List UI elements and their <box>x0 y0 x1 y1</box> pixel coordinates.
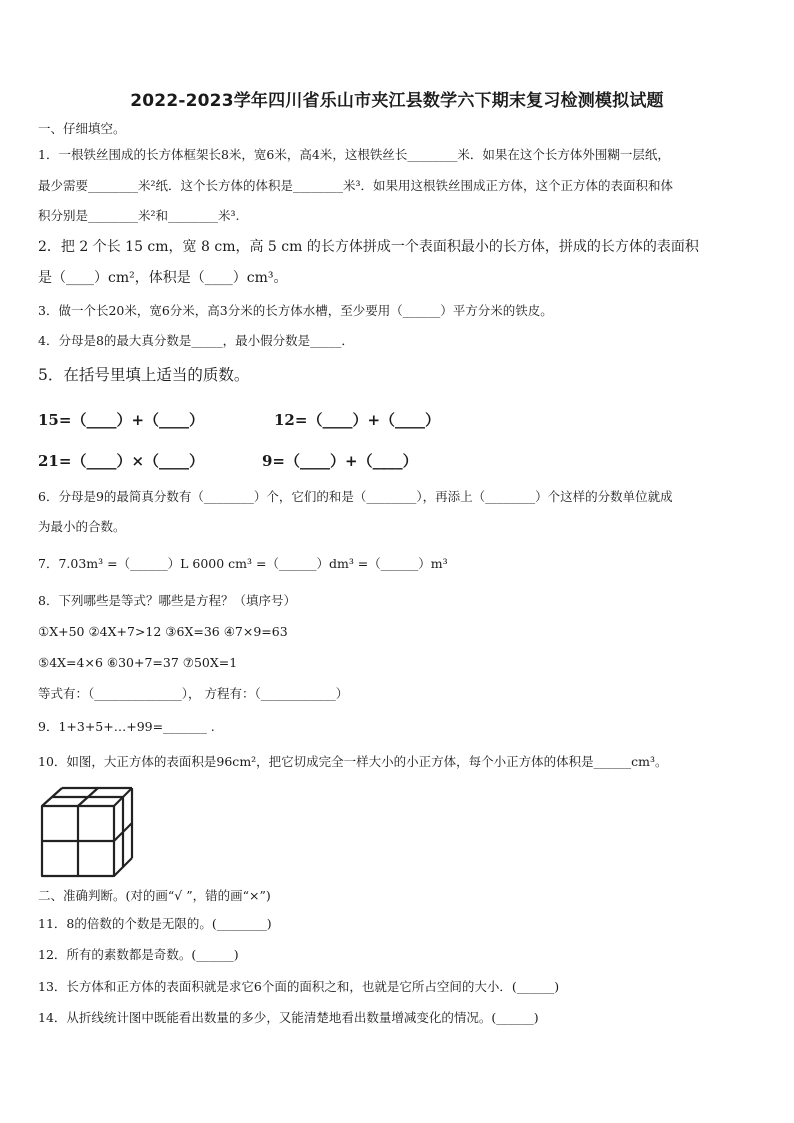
question-6-line-1: 6．分母是9的最简真分数有（________）个，它们的和是（________），再添上（________）个这样的分数单位就成 <box>38 489 673 504</box>
question-12: 12．所有的素数都是奇数。(______) <box>38 947 239 962</box>
question-1-line-2: 最少需要________米²纸．这个长方体的体积是________米³．如果用这根铁丝围成正方体，这个正方体的表面积和体 <box>38 178 674 193</box>
question-3: 3．做一个长20米，宽6分米，高3分米的长方体水槽，至少要用（______）平方分米的铁皮。 <box>38 303 553 318</box>
section-2-heading: 二、准确判断。(对的画“√ ”，错的画“×”) <box>38 888 271 903</box>
question-6-line-2: 为最小的合数。 <box>38 519 126 534</box>
page-title: 2022-2023学年四川省乐山市夹江县数学六下期末复习检测模拟试题 <box>130 91 664 111</box>
question-1-line-3: 积分别是________米²和________米³. <box>38 208 240 223</box>
question-5-row-1-right: 12=（____）+（____） <box>274 411 441 429</box>
question-9: 9．1+3+5+…+99=_______ . <box>38 719 215 734</box>
question-14: 14．从折线统计图中既能看出数量的多少，又能清楚地看出数量增减变化的情况。(______) <box>38 1010 539 1025</box>
question-13: 13．长方体和正方体的表面积就是求它6个面的面积之和，也就是它所占空间的大小．(______) <box>38 979 560 994</box>
question-5-title: 5．在括号里填上适当的质数。 <box>38 366 250 384</box>
question-4: 4．分母是8的最大真分数是_____，最小假分数是_____． <box>38 333 354 348</box>
section-1-heading: 一、仔细填空。 <box>38 121 126 136</box>
question-5-row-1-left: 15=（____）+（____） <box>38 411 205 429</box>
question-7: 7．7.03m³ =（______）L 6000 cm³ =（______）dm³ =（______）m³ <box>38 556 448 571</box>
question-8-line-1: 8．下列哪些是等式？哪些是方程？（填序号） <box>38 593 296 608</box>
question-1-line-1: 1．一根铁丝围成的长方体框架长8米，宽6米，高4米，这根铁丝长________米．如果在这个长方体外围糊一层纸， <box>38 147 670 162</box>
question-5-row-2-left: 21=（____）×（____） <box>38 452 205 470</box>
question-2-line-1: 2．把 2 个长 15 cm，宽 8 cm，高 5 cm 的长方体拼成一个表面积最小的长方体，拼成的长方体的表面积 <box>38 239 699 255</box>
question-10: 10．如图，大正方体的表面积是96cm²，把它切成完全一样大小的小正方体，每个小正方体的体积是______cm³。 <box>38 754 668 769</box>
question-5-row-2-right: 9=（____）+（____） <box>262 452 418 470</box>
question-8-line-2: ①X+50 ②4X+7>12 ③6X=36 ④7×9=63 <box>38 624 288 639</box>
question-11: 11．8的倍数的个数是无限的。(________) <box>38 916 272 931</box>
question-8-line-3: ⑤4X=4×6 ⑥30+7=37 ⑦50X=1 <box>38 655 238 670</box>
cube-figure <box>40 786 134 878</box>
question-8-line-4: 等式有：（______________）， 方程有：（____________） <box>38 686 349 701</box>
question-2-line-2: 是（____）cm²，体积是（____）cm³。 <box>38 270 288 286</box>
